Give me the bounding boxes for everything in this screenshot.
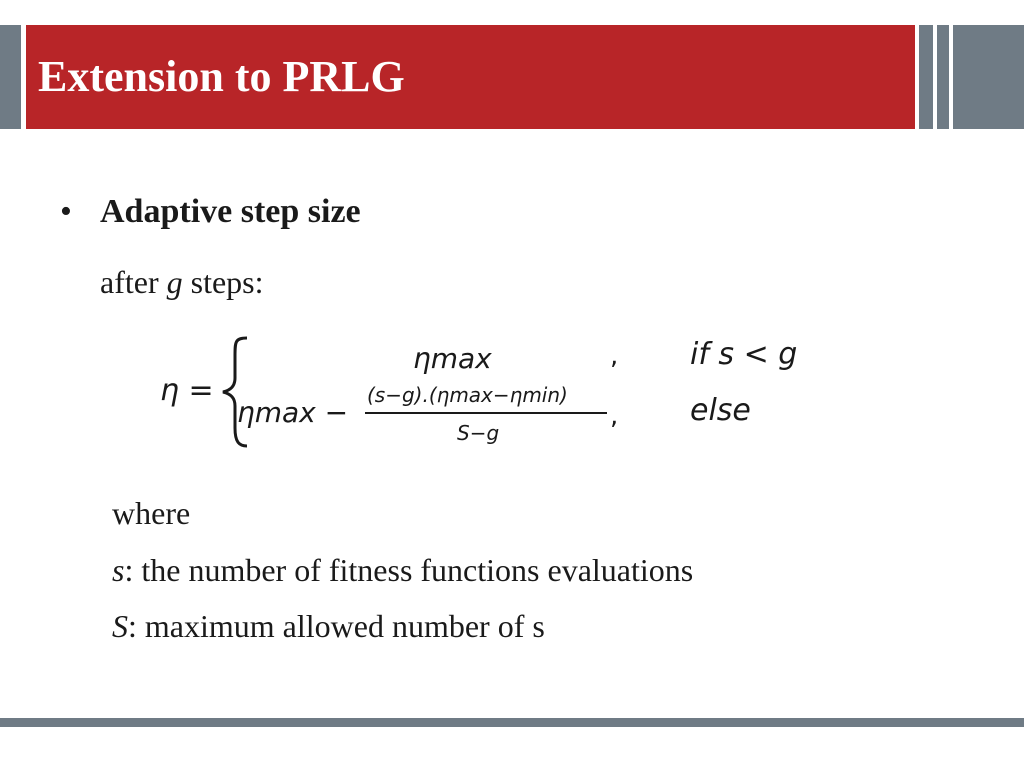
case2-numerator: (s−g).(ηmax−ηmin)	[367, 383, 568, 407]
slide-title: Extension to PRLG	[38, 52, 405, 101]
definition-s	[112, 550, 693, 590]
case1-separator: ,	[610, 341, 619, 371]
case2-prefix: ηmax −	[237, 396, 349, 429]
right-accent-stripe-1	[919, 25, 933, 129]
step-size-formula	[155, 330, 835, 450]
definition-S-text: : maximum allowed number of s	[128, 608, 545, 644]
case2-condition: else	[690, 393, 751, 428]
case2-denominator: S−g	[457, 421, 500, 445]
after-suffix: steps:	[182, 264, 264, 300]
bullet-label: Adaptive step size	[100, 193, 361, 230]
case1-condition: if s < g	[690, 337, 798, 372]
bullet-dot: •	[60, 193, 72, 230]
right-accent-block	[953, 25, 1024, 129]
formula-lhs: η =	[160, 373, 214, 408]
after-prefix: after	[100, 264, 167, 300]
definition-S	[112, 606, 545, 646]
right-accent-stripe-2	[937, 25, 949, 129]
definition-S-variable: S	[112, 608, 128, 644]
case1-expression: ηmax	[413, 342, 492, 375]
title-bar	[26, 25, 915, 129]
formula-brace	[223, 338, 247, 446]
after-steps-line	[100, 262, 264, 302]
bottom-rule	[0, 718, 1024, 727]
definition-s-text: : the number of fitness functions evaluations	[124, 552, 694, 588]
definition-where: where	[112, 495, 191, 531]
definition-s-variable: s	[112, 552, 125, 588]
bullet-item	[60, 190, 361, 234]
case2-separator: ,	[610, 401, 619, 431]
left-accent-bar	[0, 25, 21, 129]
after-variable: g	[166, 264, 183, 300]
